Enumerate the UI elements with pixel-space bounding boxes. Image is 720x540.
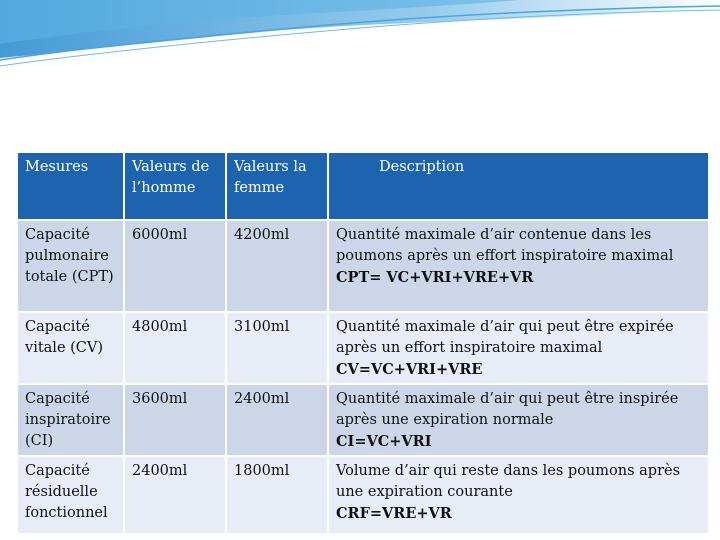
description-formula: CRF=VRE+VR — [336, 505, 452, 522]
cell-femme: 2400ml — [226, 384, 328, 456]
cell-description — [328, 312, 709, 384]
lung-capacities-table — [16, 151, 710, 535]
cell-homme: 6000ml — [124, 220, 226, 312]
cell-mesure: Capacité pulmonaire totale (CPT) — [17, 220, 124, 312]
description-text: Quantité maximale d’air contenue dans les poumons après un effort inspiratoire maximal — [336, 227, 674, 264]
cell-description — [328, 456, 709, 534]
cell-homme: 3600ml — [124, 384, 226, 456]
table-row — [17, 220, 709, 312]
description-text: Quantité maximale d’air qui peut être expirée après un effort inspiratoire maximal — [336, 319, 674, 356]
description-formula: CV=VC+VRI+VRE — [336, 361, 483, 378]
header-mesures: Mesures — [17, 152, 124, 220]
table-row — [17, 384, 709, 456]
description-text: Quantité maximale d’air qui peut être inspirée après une expiration normale — [336, 391, 679, 428]
table-header-row — [17, 152, 709, 220]
cell-mesure: Capacité résiduelle fonctionnel — [17, 456, 124, 534]
description-formula: CI=VC+VRI — [336, 433, 432, 450]
cell-mesure: Capacité inspiratoire (CI) — [17, 384, 124, 456]
table-row — [17, 312, 709, 384]
cell-femme: 1800ml — [226, 456, 328, 534]
header-valeurs-femme: Valeurs la femme — [226, 152, 328, 220]
cell-femme: 3100ml — [226, 312, 328, 384]
cell-homme: 2400ml — [124, 456, 226, 534]
description-formula: CPT= VC+VRI+VRE+VR — [336, 269, 534, 286]
header-description: Description — [328, 152, 709, 220]
table-row — [17, 456, 709, 534]
cell-description — [328, 384, 709, 456]
cell-femme: 4200ml — [226, 220, 328, 312]
cell-description — [328, 220, 709, 312]
header-valeurs-homme: Valeurs de l’homme — [124, 152, 226, 220]
description-text: Volume d’air qui reste dans les poumons après une expiration courante — [336, 463, 681, 500]
decorative-wave-banner — [0, 0, 720, 70]
cell-mesure: Capacité vitale (CV) — [17, 312, 124, 384]
cell-homme: 4800ml — [124, 312, 226, 384]
